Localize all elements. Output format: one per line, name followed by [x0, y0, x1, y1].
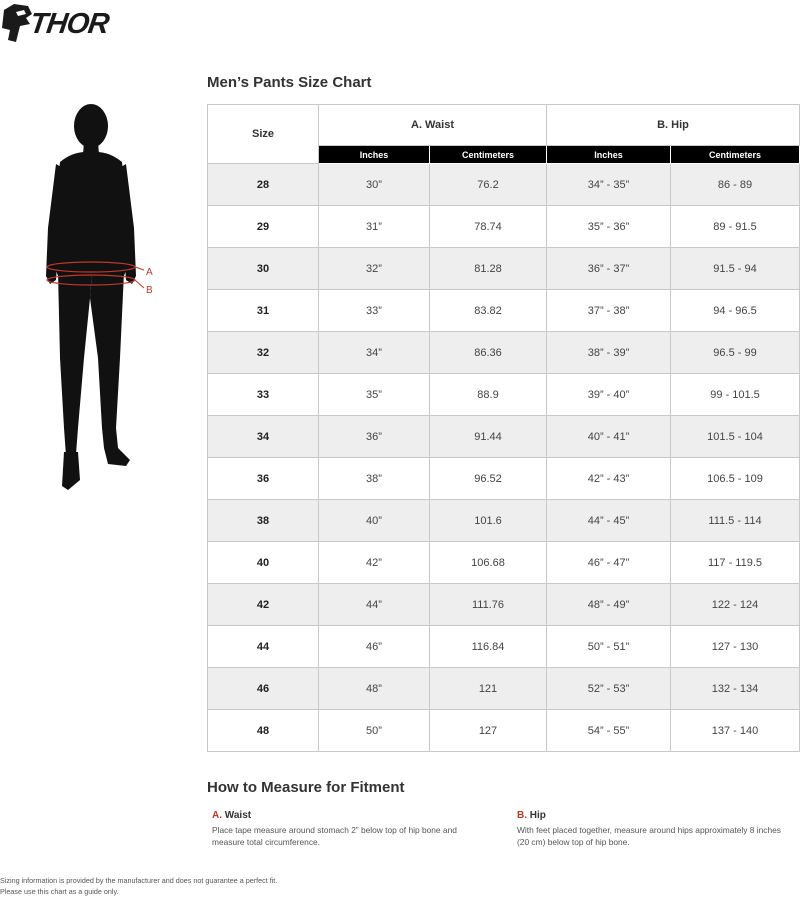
- hip-inches-cell: 48” - 49”: [547, 584, 671, 626]
- waist-centimeters-cell: 83.82: [430, 290, 547, 332]
- hip-inches-cell: 34” - 35”: [547, 164, 671, 206]
- hip-inches-cell: 35” - 36”: [547, 206, 671, 248]
- waist-centimeters-cell: 86.36: [430, 332, 547, 374]
- waist-instruction-name: Waist: [224, 810, 252, 821]
- body-silhouette: [46, 104, 136, 490]
- hip-centimeters-cell: 94 - 96.5: [671, 290, 800, 332]
- size-cell: 38: [208, 500, 319, 542]
- waist-inches-cell: 50”: [319, 710, 430, 752]
- waist-centimeters-cell: 127: [430, 710, 547, 752]
- size-cell: 36: [208, 458, 319, 500]
- size-column-header: Size: [208, 105, 319, 164]
- waist-inches-cell: 32”: [319, 248, 430, 290]
- hip-centimeters-cell: 101.5 - 104: [671, 416, 800, 458]
- hip-inches-cell: 36” - 37”: [547, 248, 671, 290]
- table-row: [208, 248, 800, 290]
- waist-centimeters-cell: 116.84: [430, 626, 547, 668]
- hip-instruction-heading: [517, 810, 792, 822]
- table-row: [208, 416, 800, 458]
- size-chart-table: [207, 104, 800, 752]
- hip-centimeters-cell: 111.5 - 114: [671, 500, 800, 542]
- table-row: [208, 374, 800, 416]
- hip-instruction-key: B.: [517, 810, 527, 821]
- size-cell: 33: [208, 374, 319, 416]
- size-cell: 46: [208, 668, 319, 710]
- waist-instruction-heading: [212, 810, 487, 822]
- hip-centimeters-cell: 91.5 - 94: [671, 248, 800, 290]
- size-cell: 40: [208, 542, 319, 584]
- table-row: [208, 542, 800, 584]
- table-row: [208, 332, 800, 374]
- table-row: [208, 206, 800, 248]
- size-cell: 34: [208, 416, 319, 458]
- brand-name: THOR: [27, 8, 111, 40]
- size-cell: 31: [208, 290, 319, 332]
- hip-inches-cell: 52” - 53”: [547, 668, 671, 710]
- size-cell: 44: [208, 626, 319, 668]
- body-measurement-figure: [20, 98, 160, 496]
- table-row: [208, 164, 800, 206]
- hip-inches-cell: 40” - 41”: [547, 416, 671, 458]
- waist-centimeters-cell: 106.68: [430, 542, 547, 584]
- hip-centimeters-cell: 106.5 - 109: [671, 458, 800, 500]
- table-row: [208, 668, 800, 710]
- size-cell: 28: [208, 164, 319, 206]
- waist-instruction-text: Place tape measure around stomach 2” below top of hip bone and measure total circumference.: [212, 825, 457, 847]
- waist-centimeters-cell: 78.74: [430, 206, 547, 248]
- size-cell: 42: [208, 584, 319, 626]
- waist-inches-cell: 40”: [319, 500, 430, 542]
- waist-centimeters-cell: 81.28: [430, 248, 547, 290]
- size-cell: 32: [208, 332, 319, 374]
- waist-centimeters-cell: 111.76: [430, 584, 547, 626]
- hip-centimeters-cell: 86 - 89: [671, 164, 800, 206]
- disclaimer-line: Please use this chart as a guide only.: [0, 887, 119, 896]
- hip-inches-cell: 46” - 47”: [547, 542, 671, 584]
- hip-centimeters-cell: 122 - 124: [671, 584, 800, 626]
- hip-instruction-name: Hip: [529, 810, 546, 821]
- size-cell: 29: [208, 206, 319, 248]
- hip-inches-cell: 50” - 51”: [547, 626, 671, 668]
- hip-centimeters-cell: 89 - 91.5: [671, 206, 800, 248]
- hip-inches-cell: 39” - 40”: [547, 374, 671, 416]
- waist-instruction: [212, 810, 487, 848]
- table-row: [208, 710, 800, 752]
- waist-inches-cell: 34”: [319, 332, 430, 374]
- hip-centimeters-cell: 137 - 140: [671, 710, 800, 752]
- hip-centimeters-cell: 132 - 134: [671, 668, 800, 710]
- hip-instruction: [517, 810, 792, 848]
- waist-inches-cell: 46”: [319, 626, 430, 668]
- size-chart-body: [208, 164, 800, 752]
- hip-inches-cell: 54” - 55”: [547, 710, 671, 752]
- hip-centimeters-cell: 99 - 101.5: [671, 374, 800, 416]
- group-header-row: [208, 105, 800, 146]
- waist-centimeters-cell: 121: [430, 668, 547, 710]
- size-cell: 30: [208, 248, 319, 290]
- waist-centimeters-header: Centimeters: [430, 146, 547, 164]
- waist-group-header: A. Waist: [319, 105, 547, 146]
- marker-a-label: A: [146, 267, 153, 278]
- waist-inches-cell: 48”: [319, 668, 430, 710]
- hip-centimeters-cell: 117 - 119.5: [671, 542, 800, 584]
- hip-centimeters-cell: 127 - 130: [671, 626, 800, 668]
- waist-inches-cell: 31”: [319, 206, 430, 248]
- size-cell: 48: [208, 710, 319, 752]
- waist-inches-cell: 44”: [319, 584, 430, 626]
- hip-centimeters-cell: 96.5 - 99: [671, 332, 800, 374]
- disclaimer-line: Sizing information is provided by the manufacturer and does not guarantee a perfect fit.: [0, 876, 278, 885]
- waist-instruction-key: A.: [212, 810, 222, 821]
- waist-inches-cell: 38”: [319, 458, 430, 500]
- waist-inches-cell: 33”: [319, 290, 430, 332]
- waist-inches-cell: 36”: [319, 416, 430, 458]
- table-row: [208, 500, 800, 542]
- hip-inches-cell: 42” - 43”: [547, 458, 671, 500]
- table-row: [208, 584, 800, 626]
- hip-centimeters-header: Centimeters: [671, 146, 800, 164]
- hip-group-header: B. Hip: [547, 105, 800, 146]
- hip-inches-cell: 44” - 45”: [547, 500, 671, 542]
- table-row: [208, 458, 800, 500]
- hip-inches-cell: 38” - 39”: [547, 332, 671, 374]
- waist-inches-cell: 30”: [319, 164, 430, 206]
- page-title: Men’s Pants Size Chart: [207, 74, 372, 91]
- waist-centimeters-cell: 88.9: [430, 374, 547, 416]
- marker-b-pointer: [135, 280, 144, 288]
- waist-inches-cell: 42”: [319, 542, 430, 584]
- marker-a-pointer: [135, 267, 144, 270]
- waist-inches-cell: 35”: [319, 374, 430, 416]
- thor-logo: [0, 2, 150, 46]
- table-row: [208, 290, 800, 332]
- hip-instruction-text: With feet placed together, measure around hips approximately 8 inches (20 cm) below top of hip bone.: [517, 825, 781, 847]
- waist-inches-header: Inches: [319, 146, 430, 164]
- hip-inches-cell: 37” - 38”: [547, 290, 671, 332]
- marker-b-label: B: [146, 285, 153, 296]
- waist-centimeters-cell: 76.2: [430, 164, 547, 206]
- waist-centimeters-cell: 96.52: [430, 458, 547, 500]
- howto-title: How to Measure for Fitment: [207, 779, 405, 796]
- table-row: [208, 626, 800, 668]
- hip-inches-header: Inches: [547, 146, 671, 164]
- waist-centimeters-cell: 101.6: [430, 500, 547, 542]
- waist-centimeters-cell: 91.44: [430, 416, 547, 458]
- disclaimer: [0, 875, 400, 897]
